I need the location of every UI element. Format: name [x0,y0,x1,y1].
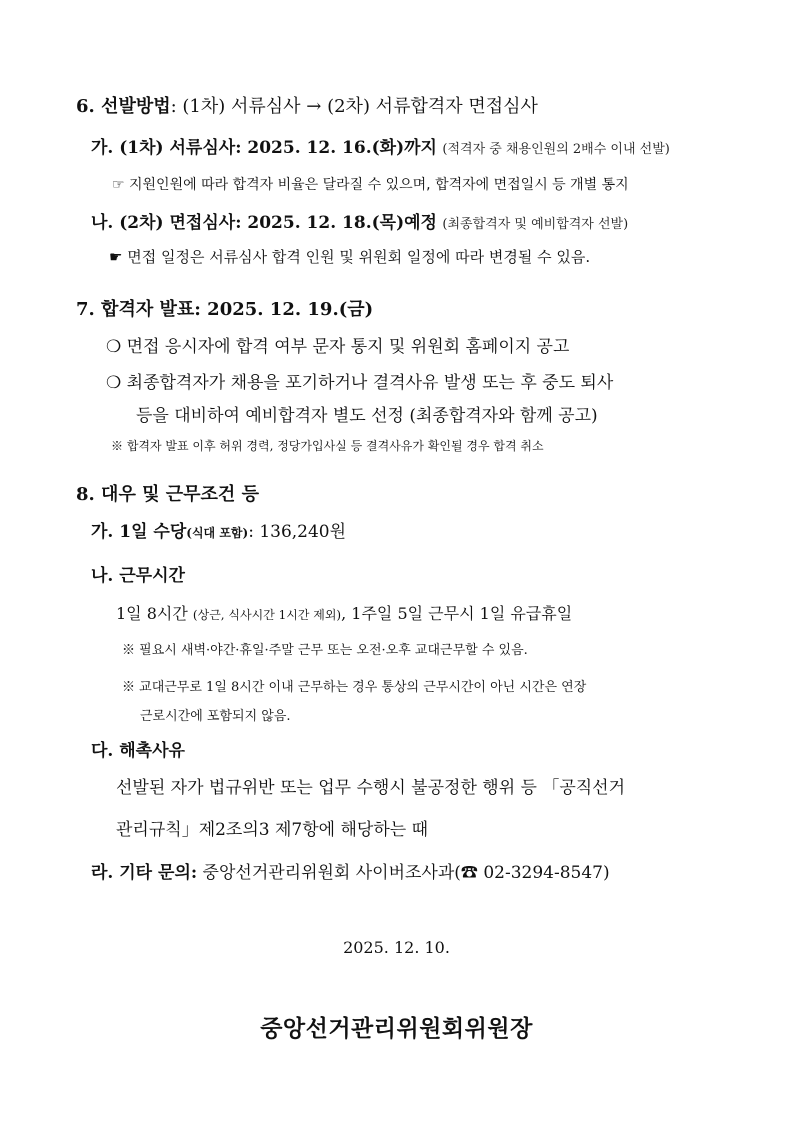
signature-title: 중앙선거관리위원회위원장 [260,1015,533,1042]
section-7-bullet-2-line-2: 등을 대비하여 예비합격자 별도 선정 (최종합격자와 함께 공고) [136,406,598,426]
section-8c-line-2: 관리규칙」제2조의3 제7항에 해당하는 때 [116,820,428,840]
section-8c-line-1: 선발된 자가 법규위반 또는 업무 수행시 불공정한 행위 등 「공직선거 [116,778,626,798]
section-7-date: : 2025. 12. 19.(금) [194,299,374,320]
section-7-note: ※ 합격자 발표 이후 허위 경력, 정당가입사실 등 결격사유가 확인될 경우 합격 취소 [111,439,544,453]
section-6b-line [91,208,628,233]
section-7-bullet-2-line-1: ❍ 최종합격자가 채용을 포기하거나 결격사유 발생 또는 후 중도 퇴사 [106,373,614,393]
section-6a-detail: ☞ 지원인원에 따라 합격자 비율은 달라질 수 있으며, 합격자에 면접일시 등 개별 통지 [112,177,629,193]
section-8b-main-paren: (상근, 식사시간 1시간 제외) [192,608,342,622]
section-8b-main [116,601,572,624]
section-6-description: : (1차) 서류심사 → (2차) 서류합격자 면접심사 [170,96,538,117]
section-6a-note: (적격자 중 채용인원의 2배수 이내 선발) [442,142,670,157]
section-8a-paren: (식대 포함) [186,526,249,540]
section-8b-main-part2: , 1주일 5일 근무시 1일 유급휴일 [341,604,573,623]
section-6a-title: 가. (1차) 서류심사: 2025. 12. 16.(화)까지 [91,138,437,158]
section-8d-line [91,858,610,883]
section-8b-main-part1: 1일 8시간 [116,604,188,623]
section-6b-detail: ☛ 면접 일정은 서류심사 합격 인원 및 위원회 일정에 따라 변경될 수 있음. [109,248,591,266]
section-8d-value: 중앙선거관리위원회 사이버조사과(☎ 02-3294-8547) [202,863,610,883]
section-7-heading [76,295,373,321]
section-6b-title: 나. (2차) 면접심사: 2025. 12. 18.(목)예정 [91,213,437,233]
section-8d-label: 라. 기타 문의: [91,863,198,883]
section-8c-label: 다. 해촉사유 [91,741,185,761]
section-8a-label: 가. 1일 수당 [91,522,187,542]
section-7-bullet-1: ❍ 면접 응시자에 합격 여부 문자 통지 및 위원회 홈페이지 공고 [106,337,570,357]
section-8-title: 8. 대우 및 근무조건 등 [76,484,259,505]
section-6-heading [76,92,538,118]
section-7-title: 7. 합격자 발표 [76,299,195,320]
section-8a-value: : 136,240원 [248,522,347,542]
section-8a-line [91,517,346,542]
section-8b-note-2-line-1: ※ 교대근무로 1일 8시간 이내 근무하는 경우 통상의 근무시간이 아닌 시간은 연장 [122,680,587,695]
section-8b-label: 나. 근무시간 [91,566,185,586]
section-6a-line [91,133,670,158]
section-8b-note-1: ※ 필요시 새벽·야간·휴일·주말 근무 또는 오전·오후 교대근무할 수 있음. [122,643,528,658]
section-6b-note: (최종합격자 및 예비합격자 선발) [442,217,629,232]
section-6-number: 6. 선발방법 [76,96,171,117]
section-8b-note-2-line-2: 근로시간에 포함되지 않음. [140,709,291,724]
document-date: 2025. 12. 10. [343,938,450,957]
